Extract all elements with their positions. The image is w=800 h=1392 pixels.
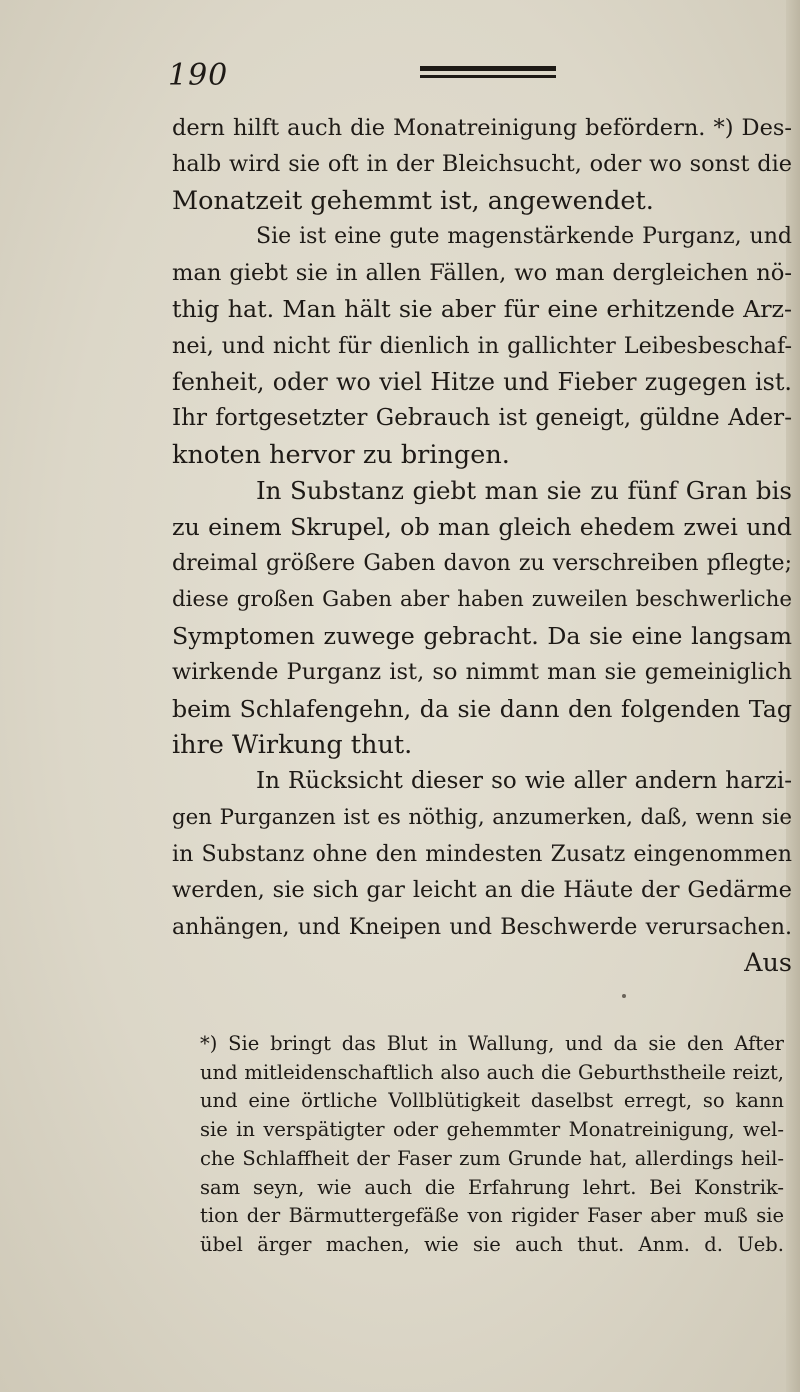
body-line: wirkende Purganz ist, so nimmt man sie gemeiniglich bbox=[172, 659, 792, 686]
body-line: ihre Wirkung thut. bbox=[172, 730, 413, 761]
body-line: dreimal größere Gaben davon zu verschreiben pflegte; bbox=[172, 550, 792, 576]
body-line: fenheit, oder wo viel Hitze und Fieber zugegen ist. bbox=[172, 368, 792, 397]
body-line: man giebt sie in allen Fällen, wo man dergleichen nö- bbox=[172, 260, 792, 287]
footnote-line: und mitleidenschaftlich also auch die Geburthstheile reizt, bbox=[200, 1060, 784, 1084]
body-line: nei, und nicht für dienlich in gallichter Leibesbeschaf- bbox=[172, 332, 792, 359]
body-line: gen Purganzen ist es nöthig, anzumerken, daß, wenn sie bbox=[172, 804, 792, 830]
body-line: beim Schlafengehn, da sie dann den folgenden Tag bbox=[172, 694, 792, 723]
footnote-line: *) Sie bringt das Blut in Wallung, und da sie den After bbox=[200, 1032, 784, 1055]
footnote-line: und eine örtliche Vollblütigkeit daselbst erregt, so kann bbox=[200, 1089, 784, 1113]
body-line: zu einem Skrupel, ob man gleich ehedem zwei und bbox=[172, 513, 792, 542]
footnote-line: übel ärger machen, wie sie auch thut. Anm. d. Ueb. bbox=[200, 1232, 784, 1256]
footnote-line: che Schlaffheit der Faser zum Grunde hat, allerdings heil- bbox=[200, 1146, 784, 1170]
footnote-divider-mark bbox=[622, 994, 626, 998]
body-line: thig hat. Man hält sie aber für eine erhitzende Arz- bbox=[172, 295, 792, 324]
body-line: dern hilft auch die Monatreinigung befördern. *) Des- bbox=[172, 115, 792, 141]
body-line: Sie ist eine gute magenstärkende Purganz, und bbox=[256, 223, 792, 249]
body-line: werden, sie sich gar leicht an die Häute der Gedärme bbox=[172, 877, 792, 904]
body-line: Symptomen zuwege gebracht. Da sie eine langsam bbox=[172, 622, 792, 651]
catchword: Aus bbox=[744, 947, 792, 978]
body-line: Monatzeit gehemmt ist, angewendet. bbox=[172, 185, 654, 216]
body-text bbox=[172, 110, 792, 981]
body-line: knoten hervor zu bringen. bbox=[172, 439, 510, 470]
footnote-line: tion der Bärmuttergefäße von rigider Faser aber muß sie bbox=[200, 1204, 784, 1228]
body-line: in Substanz ohne den mindesten Zusatz eingenommen bbox=[172, 840, 792, 867]
footnote bbox=[200, 1030, 784, 1260]
body-line: anhängen, und Kneipen und Beschwerde verursachen. bbox=[172, 913, 792, 940]
body-line: In Substanz giebt man sie zu fünf Gran bis bbox=[256, 475, 792, 505]
footnote-line: sie in verspätigter oder gehemmter Monatreinigung, wel- bbox=[200, 1118, 784, 1142]
page-number: 190 bbox=[168, 58, 229, 93]
body-line: In Rücksicht dieser so wie aller andern harzi- bbox=[256, 768, 792, 795]
body-line: Ihr fortgesetzter Gebrauch ist geneigt, güldne Ader- bbox=[172, 405, 792, 432]
header-rule bbox=[420, 66, 556, 78]
body-line: diese großen Gaben aber haben zuweilen beschwerliche bbox=[172, 586, 792, 612]
footnote-line: sam seyn, wie auch die Erfahrung lehrt. Bei Konstrik- bbox=[200, 1175, 784, 1199]
body-line: halb wird sie oft in der Bleichsucht, oder wo sonst die bbox=[172, 151, 792, 178]
